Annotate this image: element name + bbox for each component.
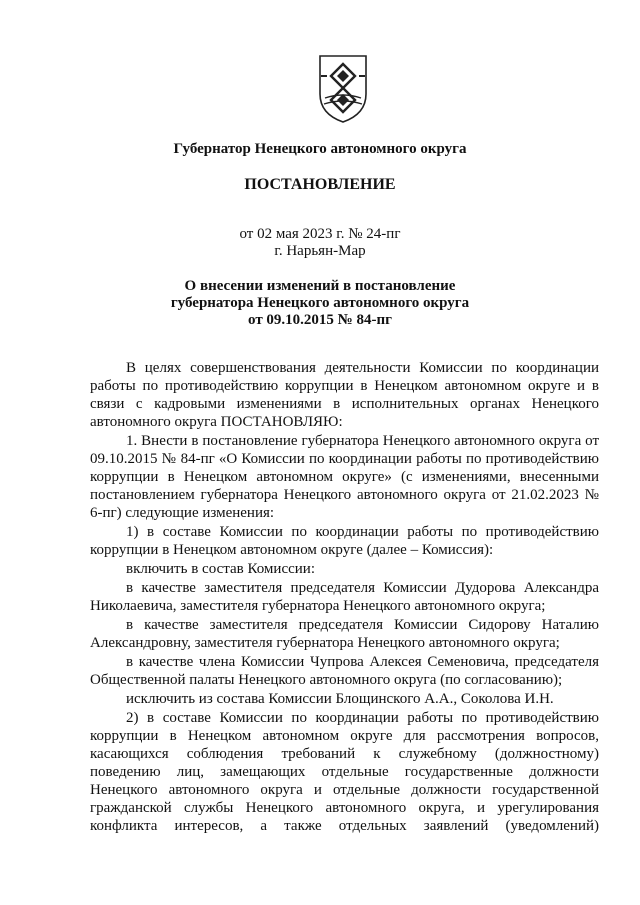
title-line-2: губернатора Ненецкого автономного округа <box>170 295 470 311</box>
issuing-authority: Губернатор Ненецкого автономного округа <box>173 141 467 157</box>
paragraph-item-1: 1. Внести в постановление губернатора Ненецкого автономного округа от 09.10.2015 № 84-пг «О Комиссии по координации работы по противодействию коррупции в Ненецком автономном округе» (с изменениями, внесенными постановлением губернатора Ненецкого автономного округа от 21.02.2023 № 6-пг) следующие изменения: <box>90 433 599 521</box>
paragraph-item-1-1: 1) в составе Комиссии по координации работы по противодействию коррупции в Ненецком автономном округе (далее – Комиссия): <box>90 524 599 558</box>
document-type: ПОСТАНОВЛЕНИЕ <box>244 176 396 193</box>
document-place: г. Нарьян-Мар <box>274 243 366 259</box>
paragraph-member: в качестве члена Комиссии Чупрова Алексея Семеновича, председателя Общественной палаты Ненецкого автономного округа (по согласованию); <box>90 654 599 688</box>
paragraph-include: включить в состав Комиссии: <box>126 561 315 577</box>
title-line-1: О внесении изменений в постановление <box>184 278 456 294</box>
title-line-3: от 09.10.2015 № 84-пг <box>248 312 392 328</box>
document-body <box>90 359 599 836</box>
paragraph-deputy-2: в качестве заместителя председателя Комиссии Сидорову Наталию Александровну, заместителя губернатора Ненецкого автономного округа; <box>90 617 599 651</box>
paragraph-exclude: исключить из состава Комиссии Блощинского А.А., Соколова И.Н. <box>126 691 554 707</box>
paragraph-deputy-1: в качестве заместителя председателя Комиссии Дудорова Александра Николаевича, заместителя губернатора Ненецкого автономного округа; <box>90 580 599 614</box>
paragraph-preamble: В целях совершенствования деятельности Комиссии по координации работы по противодействию коррупции в Ненецком автономном округе и в связи с кадровыми изменениями в исполнительных органах Ненецкого автономного округа ПОСТАНОВЛЯЮ: <box>90 360 599 430</box>
coat-of-arms-emblem <box>317 54 369 124</box>
paragraph-item-1-2: 2) в составе Комиссии по координации работы по противодействию коррупции в Ненецком автономном округе для рассмотрения вопросов, касающихся соблюдения требований к служебному (должностному) поведению лиц, замещающих отдельные государственные должности Ненецкого автономного округа и отдельные должности государственной гражданской службы Ненецкого автономного округа, и урегулирования конфликта интересов, а также отдельных заявлений (уведомлений) <box>90 710 599 834</box>
document-date-number: от 02 мая 2023 г. № 24-пг <box>239 226 401 242</box>
